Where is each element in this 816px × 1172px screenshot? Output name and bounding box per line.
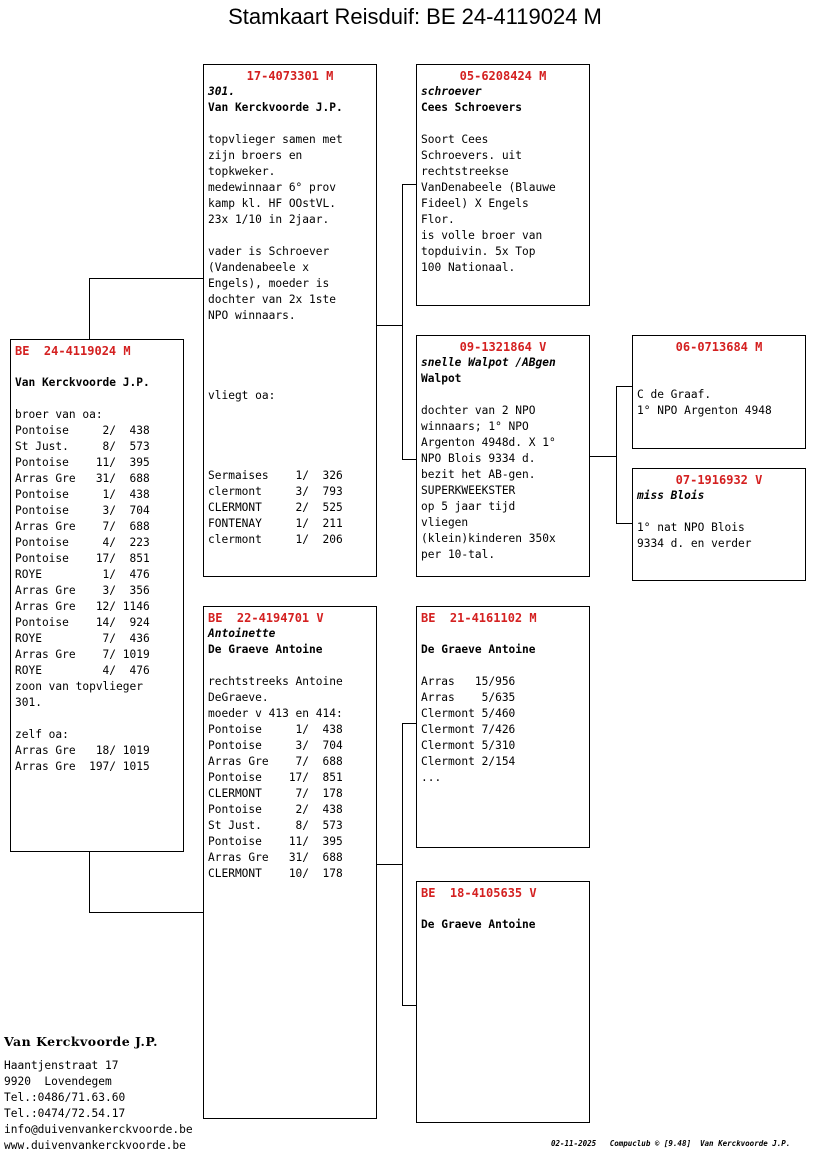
pigeon-notes: broer van oa: Pontoise 2/ 438 St Just. 8/ 573 Pontoise 11/ 395 Arras Gre 31/ 688 Pontoise 1/ 438 Pontoise 3/ 704 Arras Gre 7/ 688 Pontoise 4/ 223 Pontoise 17/ 851 ROYE 1/ 476 Arras Gre 3/ 356 Arras Gre 12/ 1146 Pontoise 14/ 924 ROYE 7/ 436 Arras Gre 7/ 1019 ROYE 4/ 476 zoon van topvlieger 301. zelf oa: Arras Gre 18/ 1019 Arras Gre 197/ 1015 [15,408,150,773]
breeder-phone: Tel.:0486/71.63.60 [4,1091,126,1104]
owner-name: De Graeve Antoine [208,643,323,656]
owner-name: De Graeve Antoine [421,643,536,656]
connector-line [89,851,90,913]
pigeon-notes: dochter van 2 NPO winnaars; 1° NPO Argenton 4948d. X 1° NPO Blois 9334 d. bezit het AB-gen. SUPERKWEEKSTER op 5 jaar tijd vliegen (klein)kinderen 350x per 10-tal. [421,404,556,561]
pigeon-notes: topvlieger samen met zijn broers en topkweker. medewinnaar 6° prov kamp kl. HF OOstVL. 23x 1/10 in 2jaar. vader is Schroever (Vandenabeele x Engels), moeder is dochter van 2x 1ste NPO winnaars. vliegt oa: Sermaises 1/ 326 clermont 3/ 793 CLERMONT 2/ 525 FONTENAY 1/ 211 clermont 1/ 206 [208,133,343,546]
connector-line [402,723,403,1005]
breeder-street: Haantjenstraat 17 [4,1059,119,1072]
pigeon-card-father[interactable] [203,64,377,577]
pigeon-name: Antoinette [208,627,276,640]
pigeon-card-father-mother[interactable] [416,335,590,577]
owner-name [637,504,801,520]
print-footer: 02-11-2025 Compuclub © [9.48] Van Kerckvoorde J.P. [551,1139,791,1148]
page-title: Stamkaart Reisduif: BE 24-4119024 M [228,4,602,29]
breeder-phone: Tel.:0474/72.54.17 [4,1107,126,1120]
owner-name: Walpot [421,372,462,385]
pigeon-notes: rechtstreeks Antoine DeGraeve. moeder v 413 en 414: Pontoise 1/ 438 Pontoise 3/ 704 Arras Gre 7/ 688 Pontoise 17/ 851 CLERMONT 7/ 178 Pontoise 2/ 438 St Just. 8/ 573 Pontoise 11/ 395 Arras Gre 31/ 688 CLERMONT 10/ 178 [208,675,343,880]
ring-number: BE 21-4161102 M [421,611,537,625]
ring-number: 09-1321864 V [459,340,547,354]
connector-line [616,386,617,524]
pigeon-notes: C de Graaf. 1° NPO Argenton 4948 [637,388,772,417]
connector-line [616,523,633,524]
connector-line [616,386,633,387]
ring-number: BE 24-4119024 M [15,344,131,358]
pigeon-name [637,355,801,371]
connector-line [89,278,90,340]
pigeon-name: snelle Walpot /ABgen [421,356,556,369]
owner-name [637,371,801,387]
pigeon-card-father-mother-mother[interactable] [632,468,806,581]
pigeon-card-mother[interactable] [203,606,377,1119]
breeder-contact [4,1034,193,1154]
ring-number: 06-0713684 M [675,340,763,354]
connector-line [589,456,616,457]
pigeon-name: 301. [208,85,235,98]
connector-line [402,184,403,460]
pigeon-notes: 1° nat NPO Blois 9334 d. en verder [637,521,752,550]
ring-number: BE 22-4194701 V [208,611,324,625]
pigeon-name [421,901,585,917]
connector-line [402,459,417,460]
ring-number: 17-4073301 M [246,69,334,83]
pigeon-card-mother-mother[interactable] [416,881,590,1123]
owner-name: Van Kerckvoorde J.P. [208,101,343,114]
connector-line [402,1005,417,1006]
pigeon-card-father-father[interactable] [416,64,590,306]
connector-line [89,912,204,913]
breeder-city: 9920 Lovendegem [4,1075,112,1088]
pigeon-card-subject[interactable] [10,339,184,852]
connector-line [89,278,204,279]
owner-name: De Graeve Antoine [421,918,536,931]
breeder-website[interactable]: www.duivenvankerckvoorde.be [4,1139,186,1152]
ring-number: 05-6208424 M [459,69,547,83]
pigeon-notes: Soort Cees Schroevers. uit rechtstreekse VanDenabeele (Blauwe Fideel) X Engels Flor. is volle broer van topduivin. 5x Top 100 Nationaal. [421,133,556,274]
pigeon-name [15,359,179,375]
pigeon-name: schroever [421,85,482,98]
connector-line [402,723,417,724]
connector-line [402,184,417,185]
owner-name: Cees Schroevers [421,101,523,114]
breeder-name: Van Kerckvoorde J.P. [4,1034,159,1049]
ring-number: BE 18-4105635 V [421,886,537,900]
connector-line [376,864,402,865]
pigeon-card-father-mother-father[interactable] [632,335,806,449]
ring-number: 07-1916932 V [675,473,763,487]
connector-line [376,325,402,326]
pigeon-card-mother-father[interactable] [416,606,590,848]
breeder-email[interactable]: info@duivenvankerckvoorde.be [4,1123,193,1136]
pigeon-name: miss Blois [637,489,705,502]
pigeon-name [421,626,585,642]
pigeon-notes: Arras 15/956 Arras 5/635 Clermont 5/460 Clermont 7/426 Clermont 5/310 Clermont 2/154 ... [421,675,516,784]
owner-name: Van Kerckvoorde J.P. [15,376,150,389]
